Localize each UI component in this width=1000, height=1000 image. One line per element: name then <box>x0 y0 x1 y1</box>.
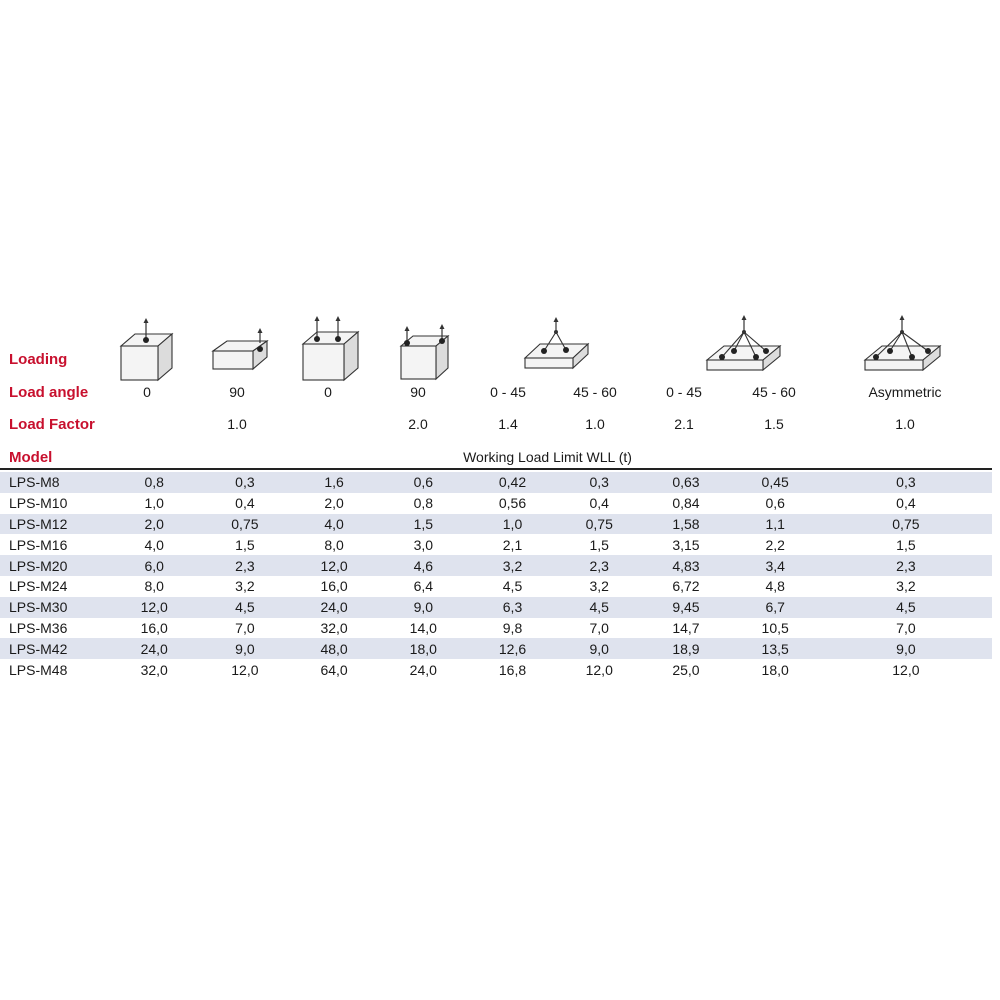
wll-value-cell: 0,4 <box>557 493 641 514</box>
model-cell: LPS-M8 <box>0 472 108 493</box>
table-row <box>0 472 992 493</box>
wll-value-cell: 0,75 <box>557 514 641 535</box>
wll-value-cell: 0,75 <box>200 514 289 535</box>
model-cell: LPS-M20 <box>0 555 108 576</box>
wll-value-cell: 0,75 <box>820 514 992 535</box>
wll-value-cell: 9,8 <box>468 618 557 639</box>
wll-value-cell: 9,45 <box>641 597 730 618</box>
model-cell: LPS-M42 <box>0 638 108 659</box>
load-factor-6: 1.0 <box>585 416 605 432</box>
load-angle-8: 45 - 60 <box>752 384 796 400</box>
wll-value-cell: 14,7 <box>641 618 730 639</box>
wll-value-cell: 6,0 <box>108 555 200 576</box>
wll-value-cell: 2,1 <box>468 534 557 555</box>
wll-value-cell: 0,42 <box>468 472 557 493</box>
model-cell: LPS-M36 <box>0 618 108 639</box>
load-factor-4: 2.0 <box>408 416 428 432</box>
table-row <box>0 597 992 618</box>
wll-value-cell: 32,0 <box>108 659 200 680</box>
wll-value-cell: 1,0 <box>468 514 557 535</box>
wll-value-cell: 18,0 <box>379 638 468 659</box>
wll-value-cell: 0,8 <box>108 472 200 493</box>
double-vertical-lift-icon <box>300 314 362 382</box>
wll-value-cell: 1,58 <box>641 514 730 535</box>
load-angle-2: 90 <box>229 384 245 400</box>
wll-value-cell: 2,3 <box>557 555 641 576</box>
load-factor-9: 1.0 <box>895 416 915 432</box>
wll-value-cell: 25,0 <box>641 659 730 680</box>
wll-value-cell: 8,0 <box>290 534 379 555</box>
table-row <box>0 618 992 639</box>
wll-value-cell: 3,2 <box>200 576 289 597</box>
model-cell: LPS-M16 <box>0 534 108 555</box>
wll-table <box>0 472 992 680</box>
wll-value-cell: 4,5 <box>557 597 641 618</box>
wll-value-cell: 0,56 <box>468 493 557 514</box>
wll-value-cell: 8,0 <box>108 576 200 597</box>
wll-value-cell: 7,0 <box>200 618 289 639</box>
wll-value-cell: 12,0 <box>557 659 641 680</box>
model-cell: LPS-M12 <box>0 514 108 535</box>
wll-value-cell: 7,0 <box>557 618 641 639</box>
wll-value-cell: 3,15 <box>641 534 730 555</box>
wll-value-cell: 3,2 <box>557 576 641 597</box>
table-row <box>0 493 992 514</box>
wll-value-cell: 2,3 <box>820 555 992 576</box>
wll-value-cell: 0,6 <box>731 493 820 514</box>
wll-value-cell: 24,0 <box>108 638 200 659</box>
wll-value-cell: 2,2 <box>731 534 820 555</box>
table-row <box>0 659 992 680</box>
wll-value-cell: 4,6 <box>379 555 468 576</box>
wll-value-cell: 1,5 <box>820 534 992 555</box>
wll-value-cell: 0,3 <box>820 472 992 493</box>
wll-value-cell: 0,45 <box>731 472 820 493</box>
wll-value-cell: 1,1 <box>731 514 820 535</box>
wll-value-cell: 64,0 <box>290 659 379 680</box>
wll-value-cell: 14,0 <box>379 618 468 639</box>
wll-value-cell: 12,0 <box>290 555 379 576</box>
load-factor-8: 1.5 <box>764 416 784 432</box>
model-cell: LPS-M10 <box>0 493 108 514</box>
wll-value-cell: 24,0 <box>290 597 379 618</box>
wll-value-cell: 12,6 <box>468 638 557 659</box>
wll-value-cell: 48,0 <box>290 638 379 659</box>
wll-value-cell: 0,8 <box>379 493 468 514</box>
load-angle-6: 45 - 60 <box>573 384 617 400</box>
wll-value-cell: 0,84 <box>641 493 730 514</box>
table-row <box>0 514 992 535</box>
wll-value-cell: 3,4 <box>731 555 820 576</box>
wll-value-cell: 24,0 <box>379 659 468 680</box>
wll-value-cell: 18,0 <box>731 659 820 680</box>
wll-value-cell: 0,4 <box>200 493 289 514</box>
load-angle-5: 0 - 45 <box>490 384 526 400</box>
wll-value-cell: 1,5 <box>557 534 641 555</box>
load-factor-label: Load Factor <box>9 416 95 433</box>
wll-value-cell: 6,4 <box>379 576 468 597</box>
wll-value-cell: 4,8 <box>731 576 820 597</box>
load-angle-label: Load angle <box>9 384 89 401</box>
loading-label: Loading <box>9 351 68 368</box>
load-factor-5: 1.4 <box>498 416 518 432</box>
wll-value-cell: 0,4 <box>820 493 992 514</box>
wll-value-cell: 16,0 <box>290 576 379 597</box>
wll-value-cell: 0,6 <box>379 472 468 493</box>
wll-value-cell: 3,2 <box>820 576 992 597</box>
model-cell: LPS-M24 <box>0 576 108 597</box>
wll-value-cell: 6,72 <box>641 576 730 597</box>
model-cell: LPS-M30 <box>0 597 108 618</box>
wll-value-cell: 10,5 <box>731 618 820 639</box>
wll-value-cell: 1,6 <box>290 472 379 493</box>
wll-value-cell: 18,9 <box>641 638 730 659</box>
wll-value-cell: 4,83 <box>641 555 730 576</box>
single-vertical-lift-icon <box>118 316 176 382</box>
wll-value-cell: 16,0 <box>108 618 200 639</box>
two-leg-sling-icon <box>522 316 592 372</box>
wll-value-cell: 0,3 <box>200 472 289 493</box>
wll-value-cell: 3,0 <box>379 534 468 555</box>
wll-value-cell: 4,5 <box>468 576 557 597</box>
model-cell: LPS-M48 <box>0 659 108 680</box>
wll-value-cell: 6,3 <box>468 597 557 618</box>
wll-value-cell: 2,3 <box>200 555 289 576</box>
header-rule <box>0 468 992 470</box>
table-row <box>0 638 992 659</box>
wll-value-cell: 4,5 <box>820 597 992 618</box>
wll-value-cell: 16,8 <box>468 659 557 680</box>
wll-value-cell: 12,0 <box>108 597 200 618</box>
wll-value-cell: 1,5 <box>379 514 468 535</box>
wll-value-cell: 7,0 <box>820 618 992 639</box>
table-row <box>0 534 992 555</box>
wll-value-cell: 1,0 <box>108 493 200 514</box>
load-angle-9: Asymmetric <box>868 384 942 400</box>
single-side-lift-icon <box>210 327 272 373</box>
load-factor-7: 2.1 <box>674 416 694 432</box>
wll-value-cell: 0,63 <box>641 472 730 493</box>
wll-value-cell: 4,5 <box>200 597 289 618</box>
model-label: Model <box>9 449 53 466</box>
double-side-lift-icon <box>398 322 452 382</box>
wll-value-cell: 2,0 <box>290 493 379 514</box>
wll-value-cell: 4,0 <box>108 534 200 555</box>
table-row <box>0 555 992 576</box>
wll-value-cell: 9,0 <box>820 638 992 659</box>
wll-value-cell: 4,0 <box>290 514 379 535</box>
wll-value-cell: 9,0 <box>200 638 289 659</box>
load-angle-7: 0 - 45 <box>666 384 702 400</box>
wll-value-cell: 1,5 <box>200 534 289 555</box>
asymmetric-sling-icon <box>862 314 944 376</box>
wll-value-cell: 6,7 <box>731 597 820 618</box>
table-row <box>0 576 992 597</box>
wll-value-cell: 3,2 <box>468 555 557 576</box>
wll-value-cell: 32,0 <box>290 618 379 639</box>
wll-value-cell: 12,0 <box>820 659 992 680</box>
wll-value-cell: 9,0 <box>557 638 641 659</box>
wll-value-cell: 9,0 <box>379 597 468 618</box>
wll-value-cell: 0,3 <box>557 472 641 493</box>
load-factor-2: 1.0 <box>227 416 247 432</box>
load-angle-4: 90 <box>410 384 426 400</box>
load-angle-3: 0 <box>324 384 332 400</box>
load-angle-1: 0 <box>143 384 151 400</box>
wll-value-cell: 12,0 <box>200 659 289 680</box>
wll-value-cell: 13,5 <box>731 638 820 659</box>
wll-title: Working Load Limit WLL (t) <box>463 449 632 465</box>
wll-value-cell: 2,0 <box>108 514 200 535</box>
four-leg-sling-icon <box>704 314 784 376</box>
